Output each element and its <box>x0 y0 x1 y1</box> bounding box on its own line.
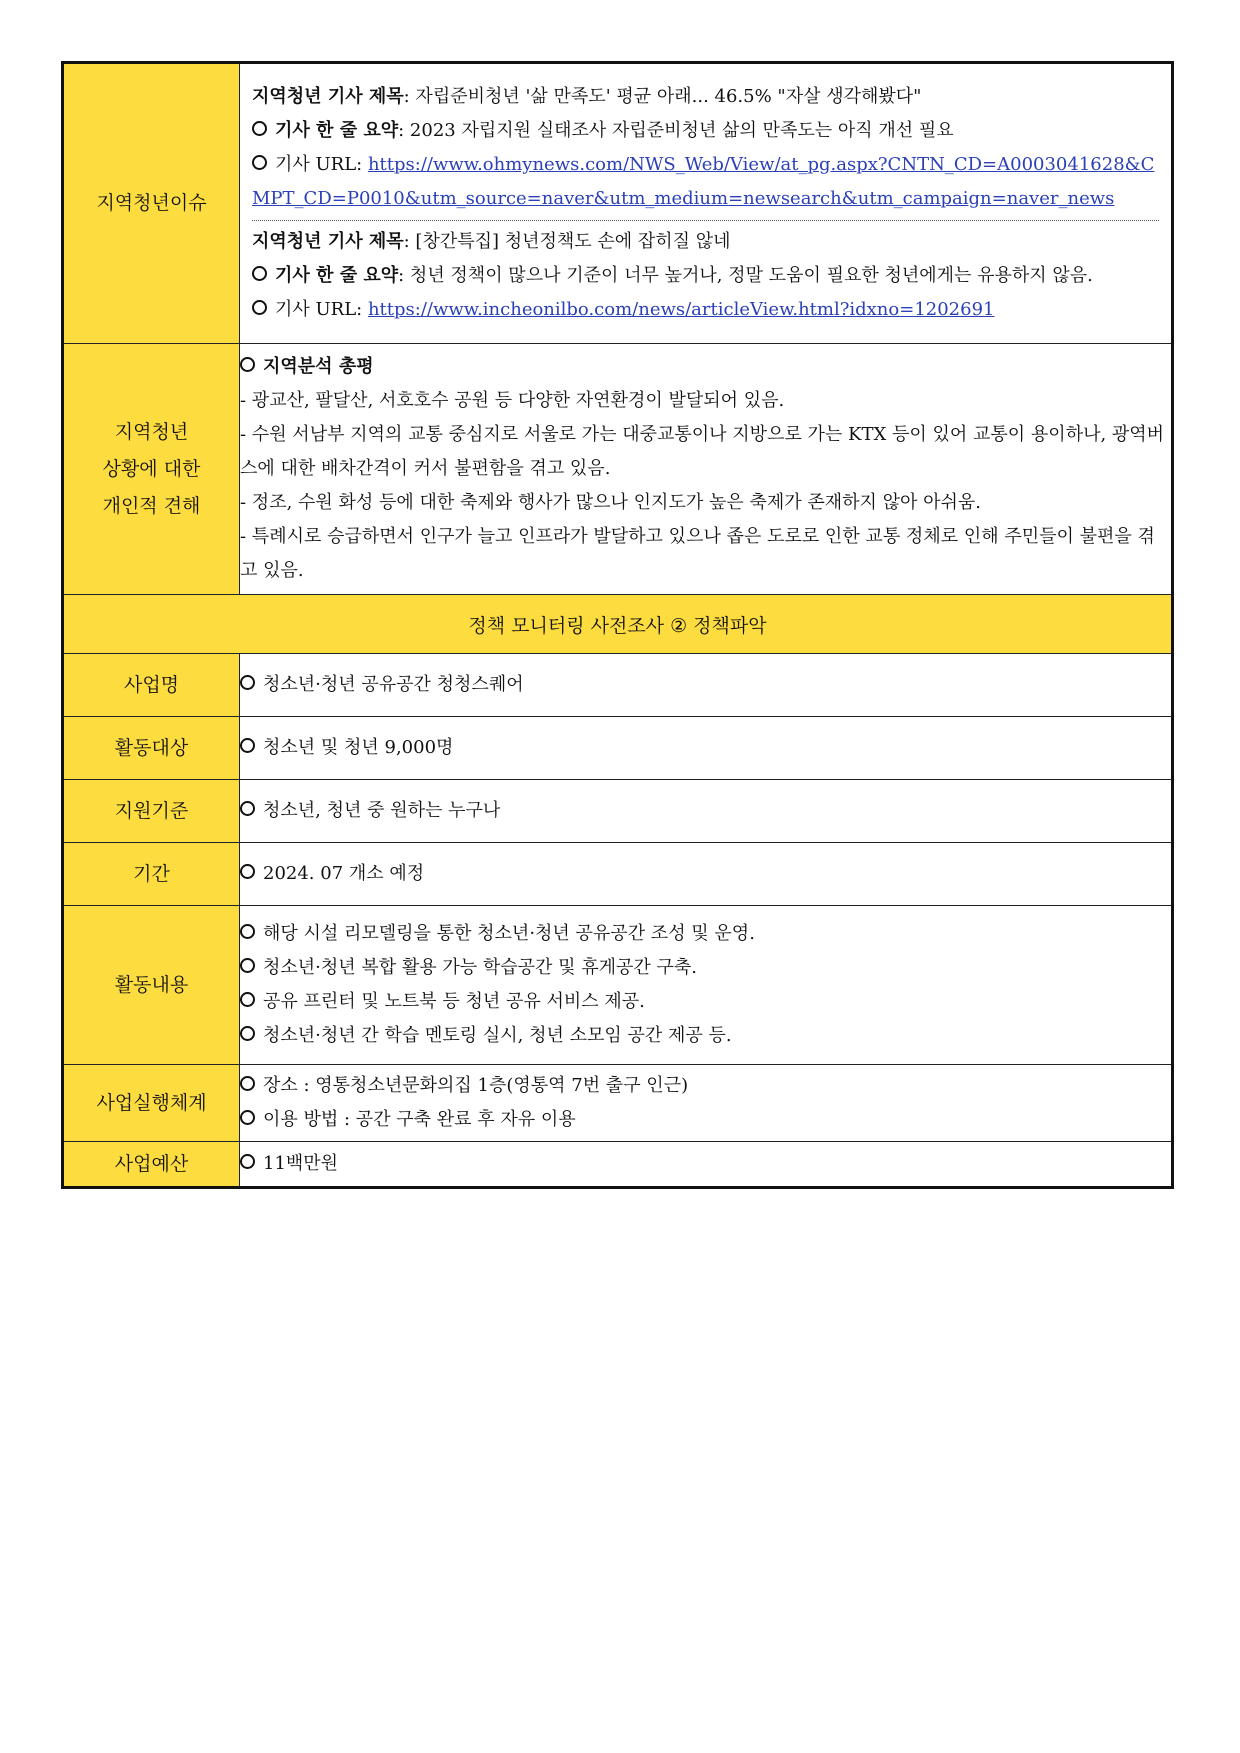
analysis-item: - 수원 서남부 지역의 교통 중심지로 서울로 가는 대중교통이나 지방으로 가는 KTX 등이 있어 교통이 용이하나, 광역버스에 대한 배차간격이 커서 불편함을 겪고 있음. <box>240 424 1165 479</box>
system-item: 장소 : 영통청소년문화의집 1층(영통역 7번 출구 인근) <box>263 1075 689 1096</box>
circle-bullet-icon <box>240 357 255 372</box>
period-label: 기간 <box>63 843 240 906</box>
article-summary-label: 기사 한 줄 요약 <box>275 120 399 141</box>
budget-row <box>63 1142 1173 1188</box>
regional-issue-label: 지역청년이슈 <box>63 63 240 344</box>
circle-bullet-icon <box>240 924 255 939</box>
personal-view-cell <box>240 344 1173 595</box>
article-title: : 자립준비청년 '삶 만족도' 평균 아래... 46.5% "자살 생각해봤다" <box>403 86 922 107</box>
regional-issue-row <box>63 63 1173 344</box>
analysis-item: - 광교산, 팔달산, 서호호수 공원 등 다양한 자연환경이 발달되어 있음. <box>240 390 785 411</box>
policy-section-row <box>63 595 1173 654</box>
budget-label: 사업예산 <box>63 1142 240 1188</box>
budget-value: 11백만원 <box>263 1153 339 1174</box>
circle-bullet-icon <box>240 1154 255 1169</box>
content-cell <box>240 906 1173 1065</box>
target-cell <box>240 717 1173 780</box>
circle-bullet-icon <box>240 864 255 879</box>
article-1 <box>252 76 1159 220</box>
business-name-row <box>63 654 1173 717</box>
analysis-heading: 지역분석 총평 <box>263 356 374 377</box>
circle-bullet-icon <box>252 300 267 315</box>
target-row <box>63 717 1173 780</box>
period-row <box>63 843 1173 906</box>
article-url-label: 기사 URL: <box>275 154 368 175</box>
policy-monitoring-table <box>61 61 1174 1189</box>
article-title: : [창간특집] 청년정책도 손에 잡히질 않네 <box>403 231 731 252</box>
criteria-cell <box>240 780 1173 843</box>
label-line: 지역청년 <box>114 420 189 443</box>
business-name-cell <box>240 654 1173 717</box>
target-label: 활동대상 <box>63 717 240 780</box>
target-value: 청소년 및 청년 9,000명 <box>263 737 454 758</box>
circle-bullet-icon <box>240 738 255 753</box>
period-cell <box>240 843 1173 906</box>
period-value: 2024. 07 개소 예정 <box>263 863 425 884</box>
personal-view-row <box>63 344 1173 595</box>
article-summary-label: 기사 한 줄 요약 <box>275 265 399 286</box>
system-item: 이용 방법 : 공간 구축 완료 후 자유 이용 <box>263 1109 576 1130</box>
article-2 <box>252 220 1159 331</box>
circle-bullet-icon <box>240 675 255 690</box>
label-line: 개인적 견해 <box>102 494 201 517</box>
system-label: 사업실행체계 <box>63 1065 240 1142</box>
analysis-item: - 특례시로 승급하면서 인구가 늘고 인프라가 발달하고 있으나 좁은 도로로 인한 교통 정체로 인해 주민들이 불편을 겪고 있음. <box>240 526 1155 581</box>
criteria-label: 지원기준 <box>63 780 240 843</box>
content-label: 활동내용 <box>63 906 240 1065</box>
content-item: 해당 시설 리모델링을 통한 청소년·청년 공유공간 조성 및 운영. <box>263 923 755 944</box>
circle-bullet-icon <box>240 958 255 973</box>
article-url-label: 기사 URL: <box>275 299 368 320</box>
content-item: 청소년·청년 복합 활용 가능 학습공간 및 휴게공간 구축. <box>263 957 698 978</box>
article-summary: : 2023 자립지원 실태조사 자립준비청년 삶의 만족도는 아직 개선 필요 <box>398 120 954 141</box>
content-item: 청소년·청년 간 학습 멘토링 실시, 청년 소모임 공간 제공 등. <box>263 1025 732 1046</box>
circle-bullet-icon <box>240 801 255 816</box>
circle-bullet-icon <box>240 1076 255 1091</box>
content-row <box>63 906 1173 1065</box>
circle-bullet-icon <box>240 992 255 1007</box>
article-url-link[interactable]: https://www.ohmynews.com/NWS_Web/View/at_pg.aspx?CNTN_CD=A0003041628&CMPT_CD=P0010&utm_source=naver&utm_medium=newsearch&utm_campaign=naver_news <box>252 154 1155 209</box>
business-name-value: 청소년·청년 공유공간 청청스퀘어 <box>263 674 524 695</box>
article-summary: : 청년 정책이 많으나 기준이 너무 높거나, 정말 도움이 필요한 청년에게는 유용하지 않음. <box>398 265 1093 286</box>
business-name-label: 사업명 <box>63 654 240 717</box>
label-line: 상황에 대한 <box>102 457 201 480</box>
article-title-label: 지역청년 기사 제목 <box>252 231 404 252</box>
budget-cell <box>240 1142 1173 1188</box>
regional-issue-cell <box>240 63 1173 344</box>
content-item: 공유 프린터 및 노트북 등 청년 공유 서비스 제공. <box>263 991 645 1012</box>
criteria-row <box>63 780 1173 843</box>
personal-view-label <box>63 344 240 595</box>
analysis-item: - 정조, 수원 화성 등에 대한 축제와 행사가 많으나 인지도가 높은 축제가 존재하지 않아 아쉬움. <box>240 492 981 513</box>
circle-bullet-icon <box>240 1026 255 1041</box>
circle-bullet-icon <box>252 121 267 136</box>
system-cell <box>240 1065 1173 1142</box>
circle-bullet-icon <box>252 155 267 170</box>
policy-section-title: 정책 모니터링 사전조사 ② 정책파악 <box>63 595 1173 654</box>
criteria-value: 청소년, 청년 중 원하는 누구나 <box>263 800 501 821</box>
article-url-link[interactable]: https://www.incheonilbo.com/news/articleView.html?idxno=1202691 <box>367 299 995 320</box>
circle-bullet-icon <box>240 1110 255 1125</box>
system-row <box>63 1065 1173 1142</box>
circle-bullet-icon <box>252 266 267 281</box>
article-title-label: 지역청년 기사 제목 <box>252 86 404 107</box>
